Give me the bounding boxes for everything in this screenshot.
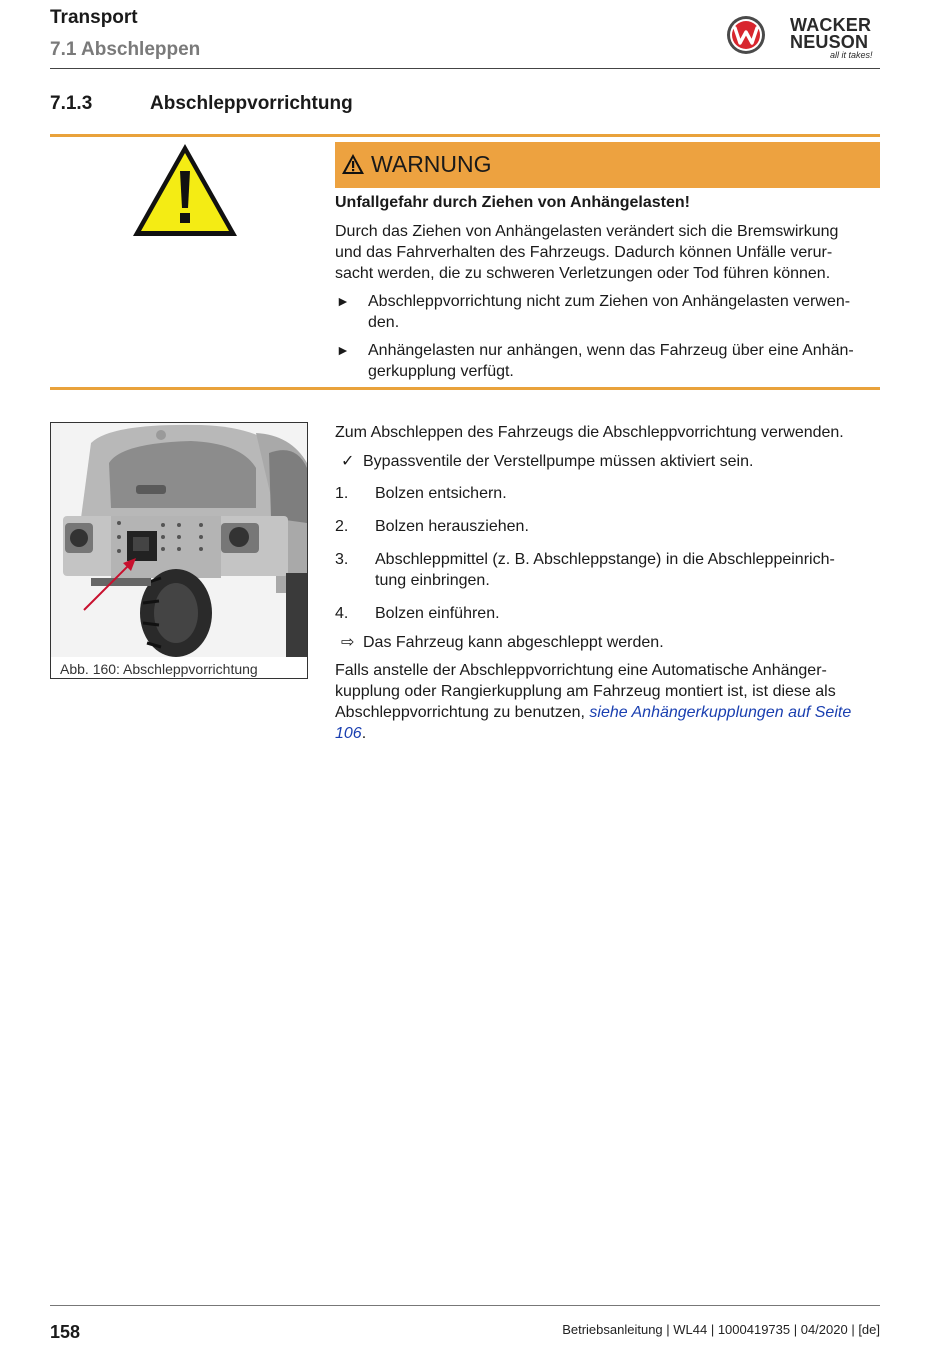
warning-bullet-line: gerkupplung verfügt. (368, 363, 514, 380)
warning-label-bar (335, 142, 880, 188)
step-text-line: tung einbringen. (375, 572, 490, 589)
warning-bullet (368, 340, 854, 382)
step-number: 4. (335, 605, 349, 622)
brand-wordmark (790, 17, 871, 51)
note-line: Falls anstelle der Abschleppvorrichtung eine Automatische Anhänger- (335, 662, 827, 679)
note-line (335, 723, 851, 744)
step-text: Bolzen entsichern. (375, 485, 507, 502)
result-arrow-icon: ⇨ (341, 634, 355, 651)
step-number: 1. (335, 485, 349, 502)
warning-top-rule (50, 134, 880, 137)
intro-text: Zum Abschleppen des Fahrzeugs die Abschleppvorrichtung verwenden. (335, 424, 844, 441)
note-line: kupplung oder Rangierkupplung am Fahrzeug montiert ist, ist diese als (335, 683, 836, 700)
section-title: Abschleppvorrichtung (150, 93, 353, 114)
cross-reference-link[interactable]: siehe Anhängerkupplungen auf Seite (589, 704, 852, 721)
warning-body-line: sacht werden, die zu schweren Verletzungen oder Tod führen können. (335, 265, 831, 282)
cross-reference-link-page[interactable]: 106 (335, 725, 362, 742)
brand-line-1: WACKER (790, 15, 872, 35)
step-number: 2. (335, 518, 349, 535)
brand-line-2: NEUSON (790, 32, 869, 52)
warning-bullet (368, 291, 850, 333)
section-number: 7.1.3 (50, 93, 93, 114)
document-info: Betriebsanleitung | WL44 | 1000419735 | 04/2020 | [de] (562, 1322, 880, 1337)
warning-body-line: Durch das Ziehen von Anhängelasten verändert sich die Bremswirkung (335, 223, 839, 240)
brand-logo-icon (726, 15, 766, 55)
chapter-subtitle: 7.1 Abschleppen (50, 39, 201, 60)
warning-body-line: und das Fahrverhalten des Fahrzeugs. Dadurch können Unfälle verur- (335, 244, 833, 261)
brand-tagline: all it takes! (830, 50, 873, 60)
bullet-arrow-icon: ► (336, 342, 350, 358)
step-text: Bolzen herausziehen. (375, 518, 529, 535)
step-number: 3. (335, 551, 349, 568)
page-number: 158 (50, 1322, 81, 1342)
warning-headline: Unfallgefahr durch Ziehen von Anhängelasten! (335, 194, 690, 211)
step-text (375, 549, 835, 591)
header-divider (50, 68, 880, 69)
figure-frame (50, 422, 308, 679)
warning-bullet-line: Abschleppvorrichtung nicht zum Ziehen von Anhängelasten verwen- (368, 293, 851, 310)
step-text-line: Abschleppmittel (z. B. Abschleppstange) in die Abschleppeinrich- (375, 551, 835, 568)
warning-small-icon (341, 153, 365, 175)
footer-divider (50, 1305, 880, 1306)
step-text: Bolzen einführen. (375, 605, 500, 622)
checkmark-icon: ✓ (341, 453, 355, 470)
bullet-arrow-icon: ► (336, 293, 350, 309)
note-end: . (361, 725, 367, 742)
warning-bottom-rule (50, 387, 880, 390)
warning-triangle-icon (130, 141, 240, 239)
chapter-title: Transport (50, 7, 138, 28)
warning-bullet-line: Anhängelasten nur anhängen, wenn das Fahrzeug über eine Anhän- (368, 342, 854, 359)
note-paragraph (335, 660, 851, 744)
warning-label: WARNUNG (371, 151, 492, 177)
note-line (335, 702, 851, 723)
precondition-text: Bypassventile der Verstellpumpe müssen aktiviert sein. (363, 453, 754, 470)
warning-bullet-line: den. (368, 314, 400, 331)
figure-caption: Abb. 160: Abschleppvorrichtung (60, 661, 258, 677)
note-line-text: Abschleppvorrichtung zu benutzen, (335, 704, 590, 721)
towing-device-photo (51, 423, 307, 657)
result-text: Das Fahrzeug kann abgeschleppt werden. (363, 634, 664, 651)
warning-body (335, 221, 838, 284)
